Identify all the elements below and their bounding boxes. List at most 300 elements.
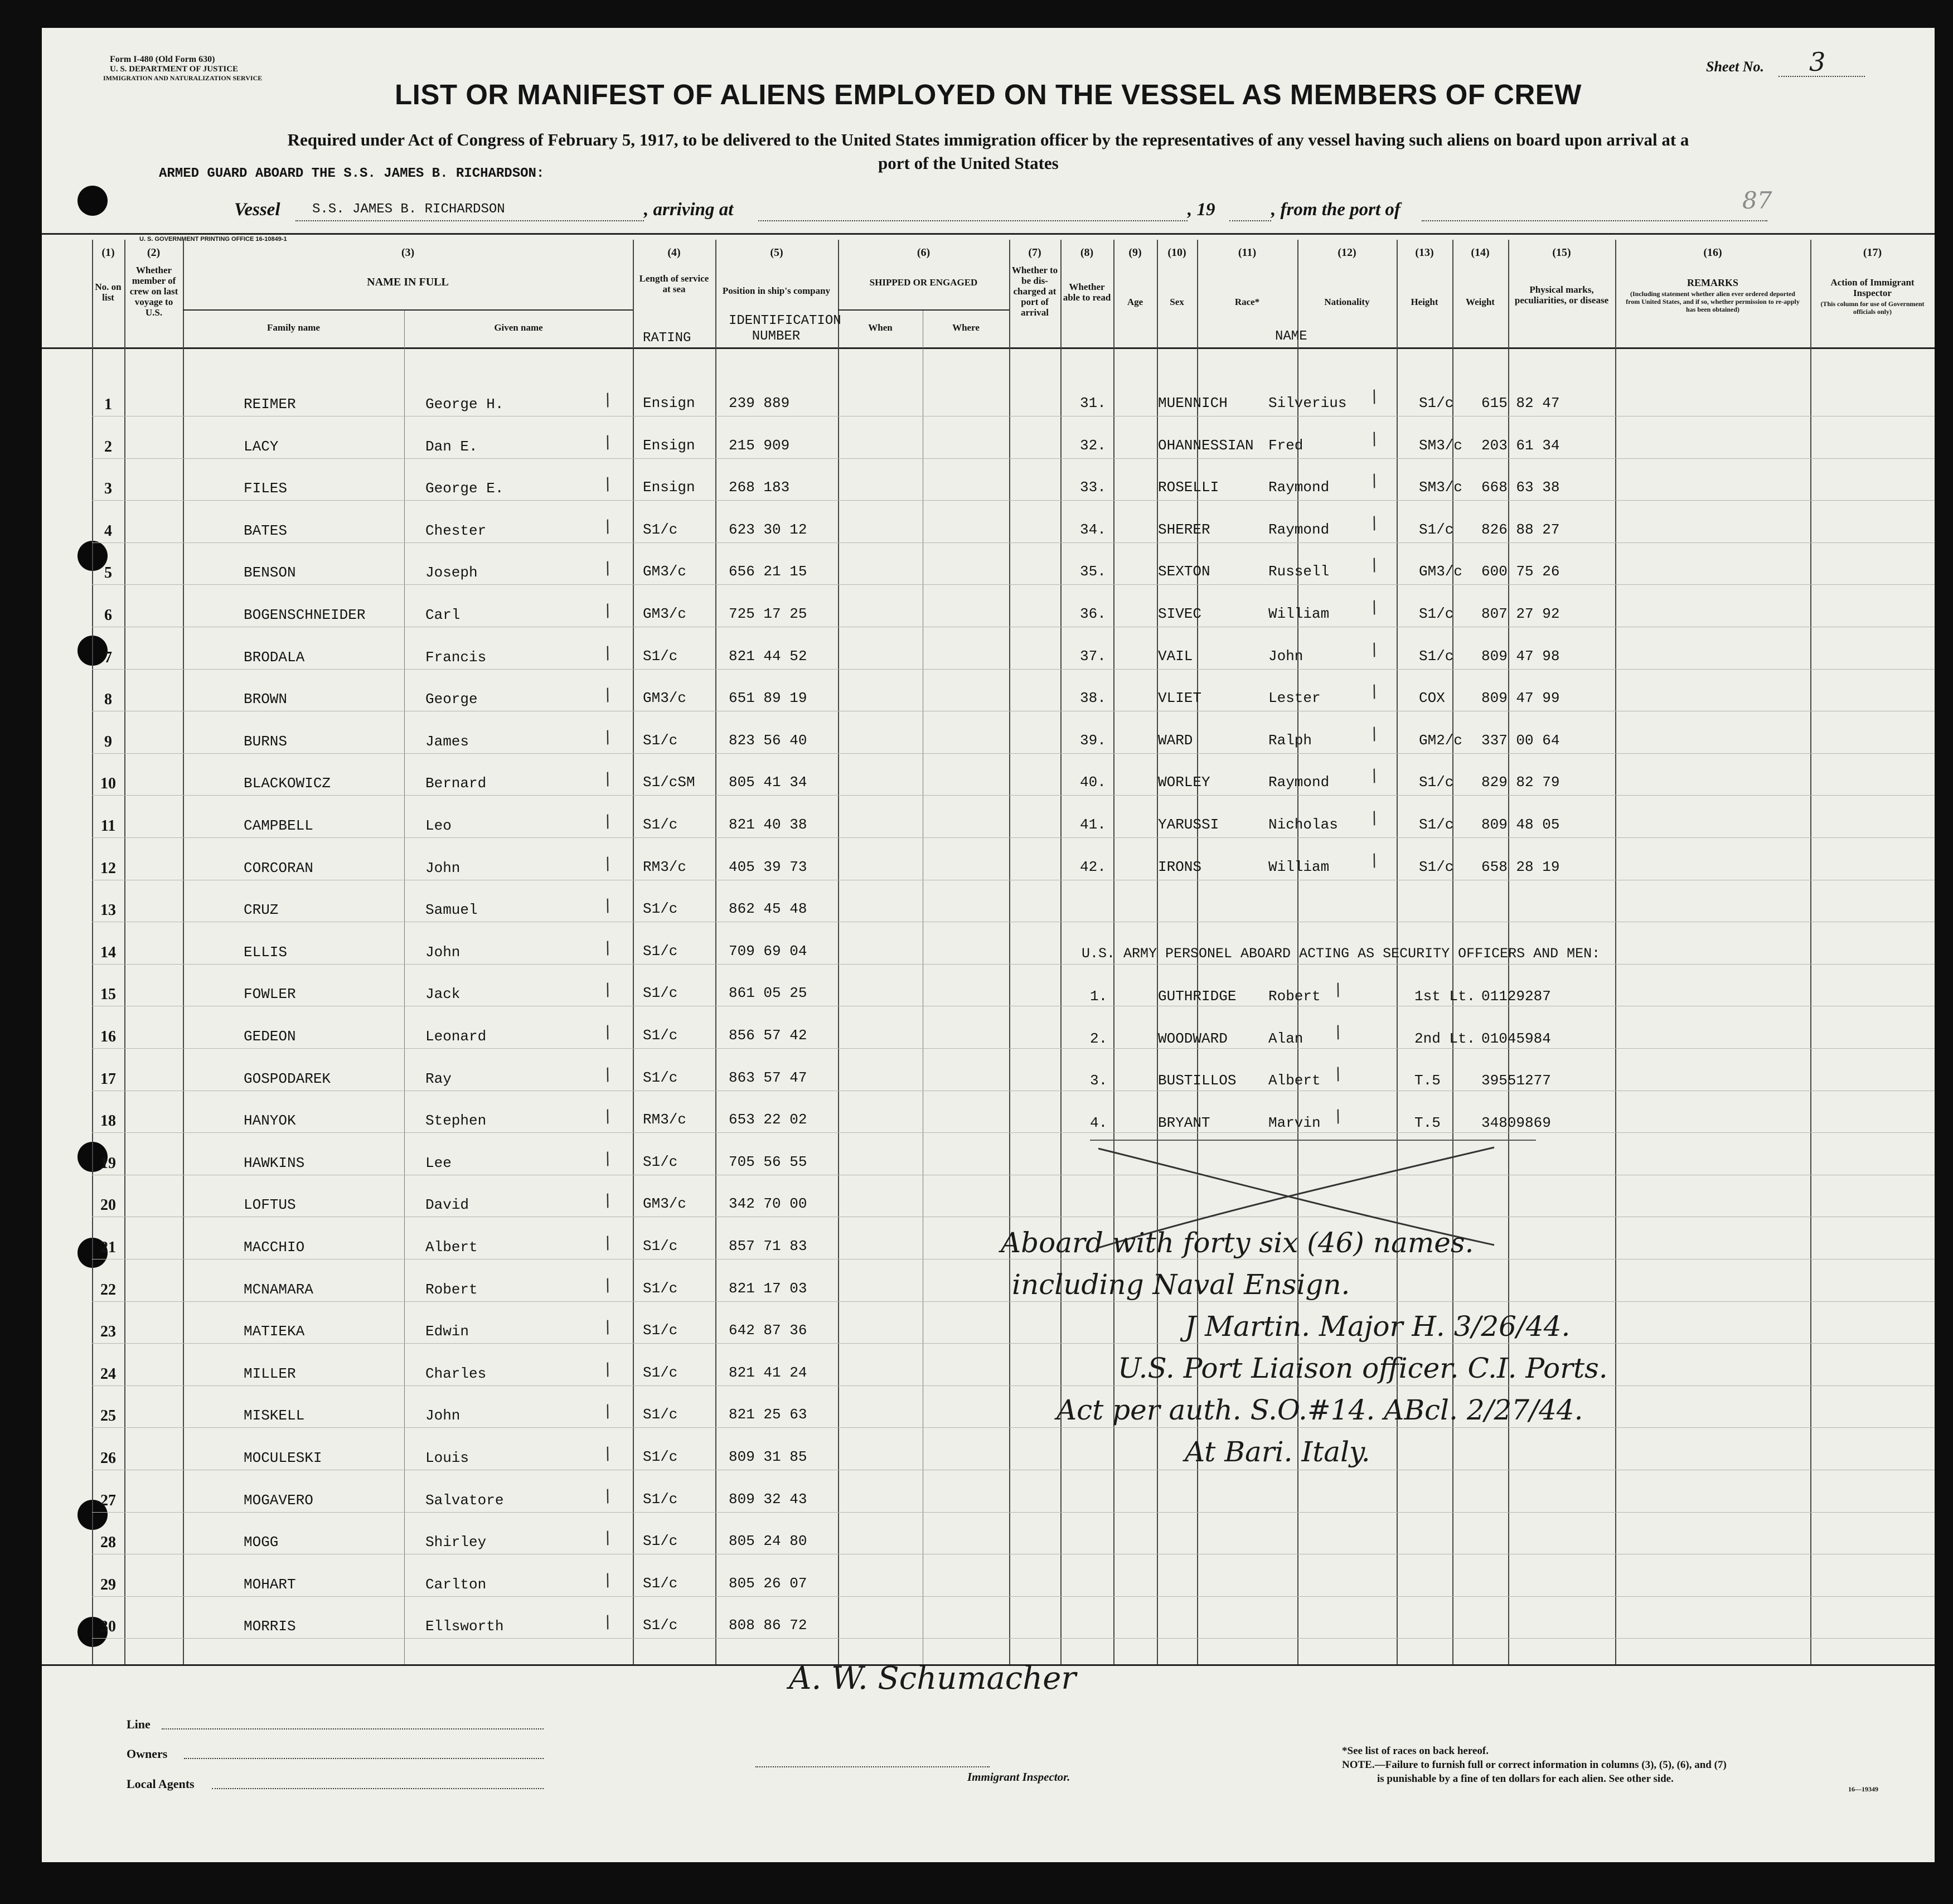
check-mark: ∕	[602, 558, 614, 579]
handwritten-note-line-5: Act per auth. S.O.#14. ABcl. 2/27/44.	[1057, 1394, 1583, 1426]
check-mark: ∕	[602, 600, 614, 621]
id-number: 268 183	[729, 479, 790, 496]
check-mark: ∕	[602, 1528, 614, 1548]
footer-owners-underline	[184, 1758, 544, 1759]
check-mark: ∕	[1368, 471, 1380, 491]
rating: RM3/c	[643, 859, 687, 875]
page-title: LIST OR MANIFEST OF ALIENS EMPLOYED ON THE VESSEL AS MEMBERS OF CREW	[395, 79, 1582, 110]
footer-agents-underline	[212, 1788, 544, 1789]
col-num-4: (4)	[667, 246, 681, 259]
row-number: 41.	[1080, 816, 1106, 833]
rating: S1/c	[1419, 605, 1454, 622]
col-num-11: (11)	[1238, 246, 1257, 259]
col-num-6: (6)	[917, 246, 931, 259]
id-number: 709 69 04	[729, 943, 807, 960]
row-number: 27	[100, 1492, 116, 1509]
col-head-1: No. on list	[95, 282, 122, 303]
rating: S1/c	[643, 1322, 678, 1339]
id-number: 821 17 03	[729, 1280, 807, 1297]
serial-number: 39551277	[1481, 1072, 1551, 1089]
family-name: CRUZ	[244, 902, 279, 918]
rating: S1/c	[643, 1575, 678, 1592]
family-name: FOWLER	[244, 986, 296, 1002]
family-name: GEDEON	[244, 1028, 296, 1045]
check-mark: ∕	[602, 474, 614, 495]
serial-number: 34809869	[1481, 1115, 1551, 1131]
rating: Ensign	[643, 395, 695, 411]
footer-agents-label: Local Agents	[127, 1777, 195, 1791]
family-name: BRODALA	[244, 649, 305, 666]
given-name: Ray	[425, 1070, 452, 1087]
given-name: Robert	[1268, 988, 1321, 1005]
check-mark: ∕	[602, 1486, 614, 1506]
row-rule	[92, 1638, 1935, 1639]
rating: S1/c	[643, 732, 678, 749]
given-name: Carl	[425, 607, 461, 623]
id-number: 809 48 05	[1481, 816, 1560, 833]
col-head-4: Length of service at sea	[639, 273, 709, 294]
id-number: 725 17 25	[729, 605, 807, 622]
check-mark: ∕	[602, 516, 614, 537]
id-number: 856 57 42	[729, 1027, 807, 1044]
rating: Ensign	[643, 437, 695, 454]
rating: S1/c	[643, 1617, 678, 1634]
given-name: Samuel	[425, 902, 478, 918]
row-number: 19	[100, 1155, 116, 1172]
id-number: 337 00 64	[1481, 732, 1560, 749]
serial-number: 01045984	[1481, 1030, 1551, 1047]
family-name: MCNAMARA	[244, 1281, 313, 1298]
races-note: *See list of races on back hereof.	[1342, 1745, 1489, 1757]
check-mark: ∕	[1368, 429, 1380, 449]
check-mark: ∕	[1368, 681, 1380, 702]
col-head-3-family: Family name	[267, 322, 320, 333]
row-rule	[92, 1512, 1935, 1513]
given-name: Russell	[1268, 563, 1330, 580]
id-number: 658 28 19	[1481, 859, 1560, 875]
row-rule	[92, 837, 1935, 838]
family-name: GOSPODAREK	[244, 1070, 331, 1087]
corner-note: 87	[1742, 187, 1772, 214]
check-mark: ∕	[602, 727, 614, 748]
check-mark: ∕	[602, 1233, 614, 1253]
service-name: IMMIGRATION AND NATURALIZATION SERVICE	[103, 74, 263, 82]
rating: S1/c	[643, 1448, 678, 1465]
id-number: 239 889	[729, 395, 790, 411]
given-name: William	[1268, 859, 1330, 875]
check-mark: ∕	[602, 1317, 614, 1338]
id-number: 857 71 83	[729, 1238, 807, 1254]
row-number: 23	[100, 1323, 116, 1340]
family-name: LACY	[244, 438, 279, 455]
given-name: Joseph	[425, 564, 478, 581]
family-name: REIMER	[244, 396, 296, 413]
department-name: U. S. DEPARTMENT OF JUSTICE	[110, 65, 239, 74]
check-mark: ∕	[602, 643, 614, 663]
rating: S1/c	[643, 943, 678, 960]
check-mark: ∕	[602, 769, 614, 789]
rating: S1/c	[643, 1027, 678, 1044]
id-number: 807 27 92	[1481, 605, 1560, 622]
given-name: Raymond	[1268, 521, 1330, 538]
given-name: Silverius	[1268, 395, 1347, 411]
given-name: Leonard	[425, 1028, 487, 1045]
column-rule	[1810, 240, 1811, 1664]
shipped-subrule	[838, 309, 1009, 311]
id-number: 863 57 47	[729, 1069, 807, 1086]
rating: COX	[1419, 690, 1445, 706]
family-name: MILLER	[244, 1365, 296, 1382]
col-head-7: Whether to be dis-charged at port of arrival	[1011, 265, 1058, 318]
row-rule	[92, 1343, 1935, 1344]
id-number: 642 87 36	[729, 1322, 807, 1339]
column-rule	[633, 240, 634, 1664]
col-head-6-when: When	[868, 322, 893, 333]
given-name: Francis	[425, 649, 487, 666]
given-name: George H.	[425, 396, 504, 413]
id-number: 656 21 15	[729, 563, 807, 580]
col-head-6-where: Where	[952, 322, 980, 333]
col-head-6: SHIPPED OR ENGAGED	[869, 277, 978, 288]
col-head-13: Height	[1411, 297, 1438, 307]
row-number: 15	[100, 986, 116, 1003]
id-number: 809 32 43	[729, 1491, 807, 1508]
col-head-9: Age	[1127, 297, 1143, 307]
row-rule	[92, 584, 1935, 585]
id-number: 821 41 24	[729, 1364, 807, 1381]
col-num-3: (3)	[401, 246, 415, 259]
rating: S1/c	[643, 1280, 678, 1297]
punch-hole	[77, 186, 108, 216]
rating: S1/c	[643, 1491, 678, 1508]
vessel-name: S.S. JAMES B. RICHARDSON	[312, 202, 505, 217]
family-name: MATIEKA	[244, 1323, 305, 1340]
col-num-1: (1)	[101, 246, 115, 259]
row-number: 16	[100, 1028, 116, 1045]
row-rule	[92, 500, 1935, 501]
given-name: Ellsworth	[425, 1618, 504, 1635]
family-name: BATES	[244, 522, 288, 539]
row-number: 40.	[1080, 774, 1106, 791]
col-num-9: (9)	[1128, 246, 1142, 259]
given-name: Edwin	[425, 1323, 469, 1340]
col-num-2: (2)	[147, 246, 161, 259]
row-rule	[92, 542, 1935, 543]
given-name: Lee	[425, 1155, 452, 1171]
id-number: 651 89 19	[729, 690, 807, 706]
given-name: Marvin	[1268, 1115, 1321, 1131]
given-name: Jack	[425, 986, 461, 1002]
col-num-8: (8)	[1080, 246, 1094, 259]
column-rule	[1615, 240, 1616, 1664]
given-name: Charles	[425, 1365, 487, 1382]
row-rule	[92, 795, 1935, 796]
typed-name-header: NAME	[1275, 329, 1307, 344]
check-mark: ∕	[602, 1106, 614, 1127]
id-number: 821 44 52	[729, 648, 807, 665]
id-number: 623 30 12	[729, 521, 807, 538]
check-mark: ∕	[602, 1401, 614, 1422]
family-name: GUTHRIDGE	[1158, 988, 1237, 1005]
row-number: 5	[104, 564, 112, 582]
col-head-3-given: Given name	[494, 322, 543, 333]
family-name: VLIET	[1158, 690, 1202, 706]
col-head-8: Whether able to read	[1063, 282, 1111, 303]
family-name: MOGAVERO	[244, 1492, 313, 1509]
check-mark: ∕	[602, 938, 614, 958]
check-mark: ∕	[602, 1359, 614, 1380]
rating: S1/c	[1419, 521, 1454, 538]
row-number: 7	[104, 649, 112, 666]
name-subrule	[183, 309, 633, 311]
subtitle-line-2: port of the United States	[878, 153, 1059, 173]
col-head-5: Position in ship's company	[722, 285, 831, 296]
rating: S1/c	[1419, 648, 1454, 665]
family-name: LOFTUS	[244, 1196, 296, 1213]
col-head-5-idnumber: IDENTIFICATION NUMBER	[729, 313, 841, 344]
given-name: Robert	[425, 1281, 478, 1298]
given-name: Louis	[425, 1450, 469, 1466]
handwritten-note-line-4: U.S. Port Liaison officer. C.I. Ports.	[1118, 1352, 1608, 1384]
row-number: 1	[104, 396, 112, 413]
check-mark: ∕	[602, 811, 614, 832]
row-rule	[92, 458, 1935, 459]
row-rule	[92, 1301, 1935, 1302]
family-name: HANYOK	[244, 1112, 296, 1129]
inspector-underline	[755, 1766, 990, 1767]
row-number: 39.	[1080, 732, 1106, 749]
col-head-3: NAME IN FULL	[367, 276, 449, 288]
check-mark: ∕	[602, 390, 614, 410]
row-number: 21	[100, 1239, 116, 1256]
arriving-label: , arriving at	[644, 200, 734, 220]
column-rule	[183, 240, 184, 1664]
rating: GM3/c	[643, 605, 687, 622]
row-number: 38.	[1080, 690, 1106, 706]
sheet-number: 3	[1809, 47, 1826, 77]
col-head-17-note: (This column for use of Government officials only)	[1820, 300, 1925, 316]
given-name: Albert	[425, 1239, 478, 1256]
rating: S1/c	[643, 1533, 678, 1549]
form-number: Form I-480 (Old Form 630)	[110, 55, 215, 64]
row-number: 29	[100, 1576, 116, 1593]
manifest-sheet	[42, 28, 1935, 1862]
row-number: 4.	[1090, 1115, 1108, 1131]
check-mark: ∕	[1368, 639, 1380, 660]
id-number: 821 40 38	[729, 816, 807, 833]
given-name: Raymond	[1268, 479, 1330, 496]
footer-owners-label: Owners	[127, 1747, 168, 1761]
family-name: SHERER	[1158, 521, 1210, 538]
given-name: Bernard	[425, 775, 487, 792]
id-number: 705 56 55	[729, 1154, 807, 1170]
family-name: CAMPBELL	[244, 817, 313, 834]
vessel-underline	[295, 220, 644, 221]
col-head-15: Physical marks, peculiarities, or disease	[1514, 284, 1609, 306]
rating: S1/c	[643, 1406, 678, 1423]
given-name: Alan	[1268, 1030, 1303, 1047]
row-number: 31.	[1080, 395, 1106, 411]
row-number: 18	[100, 1112, 116, 1130]
note-line-2: is punishable by a fine of ten dollars for each alien. See other side.	[1377, 1773, 1674, 1785]
rating: S1/c	[643, 521, 678, 538]
family-name: WORLEY	[1158, 774, 1210, 791]
column-rule	[404, 309, 405, 1664]
table-top-rule	[42, 233, 1935, 235]
row-number: 42.	[1080, 859, 1106, 875]
check-mark: ∕	[602, 895, 614, 916]
rating: S1/c	[643, 816, 678, 833]
rating: S1/c	[1419, 816, 1454, 833]
vessel-label: Vessel	[234, 200, 280, 220]
rating: S1/c	[643, 648, 678, 665]
given-name: Nicholas	[1268, 816, 1338, 833]
id-number: 809 47 99	[1481, 690, 1560, 706]
form-code: 16—19349	[1848, 1785, 1878, 1793]
rank: T.5	[1414, 1115, 1441, 1131]
given-name: Shirley	[425, 1534, 487, 1551]
header-bottom-rule	[42, 347, 1935, 349]
note-line-1: NOTE.—Failure to furnish full or correct information in columns (3), (5), (6), and (7)	[1342, 1759, 1727, 1771]
col-head-2: Whether member of crew on last voyage to U.S.	[129, 265, 178, 318]
row-number: 8	[104, 691, 112, 708]
row-number: 12	[100, 860, 116, 877]
id-number: 653 22 02	[729, 1111, 807, 1128]
row-number: 17	[100, 1070, 116, 1088]
id-number: 821 25 63	[729, 1406, 807, 1423]
id-number: 342 70 00	[729, 1195, 807, 1212]
handwritten-note-line-2: including Naval Ensign.	[1012, 1268, 1350, 1301]
row-number: 22	[100, 1281, 116, 1299]
check-mark: ∕	[1368, 597, 1380, 618]
footer-line-underline	[162, 1728, 544, 1729]
row-rule	[92, 1596, 1935, 1597]
id-number: 615 82 47	[1481, 395, 1560, 411]
given-name: Raymond	[1268, 774, 1330, 791]
given-name: John	[425, 860, 461, 876]
row-rule	[92, 1427, 1935, 1428]
check-mark: ∕	[1368, 808, 1380, 829]
rating: GM2/c	[1419, 732, 1463, 749]
family-name: WOODWARD	[1158, 1030, 1228, 1047]
check-mark: ∕	[1368, 766, 1380, 786]
col-num-10: (10)	[1167, 246, 1186, 259]
family-name: BLACKOWICZ	[244, 775, 331, 792]
family-name: IRONS	[1158, 859, 1202, 875]
army-heading: U.S. ARMY PERSONEL ABOARD ACTING AS SECURITY OFFICERS AND MEN:	[1082, 946, 1601, 962]
row-number: 24	[100, 1365, 116, 1383]
arriving-underline	[758, 220, 1188, 221]
rating: RM3/c	[643, 1111, 687, 1128]
year-underline	[1229, 220, 1271, 221]
typed-header: ARMED GUARD ABOARD THE S.S. JAMES B. RICHARDSON:	[159, 166, 545, 181]
family-name: SIVEC	[1158, 605, 1202, 622]
given-name: Chester	[425, 522, 487, 539]
row-rule	[92, 753, 1935, 754]
family-name: MOCULESKI	[244, 1450, 322, 1466]
row-number: 3	[104, 480, 112, 497]
rating: GM3/c	[643, 563, 687, 580]
rank: 1st Lt.	[1414, 988, 1476, 1005]
id-number: 600 75 26	[1481, 563, 1560, 580]
family-name: MORRIS	[244, 1618, 296, 1635]
col-head-12: Nationality	[1324, 297, 1370, 307]
row-number: 1.	[1090, 988, 1108, 1005]
given-name: David	[425, 1196, 469, 1213]
family-name: YARUSSI	[1158, 816, 1219, 833]
rating: S1/c	[1419, 774, 1454, 791]
family-name: MOHART	[244, 1576, 296, 1593]
col-num-5: (5)	[770, 246, 783, 259]
col-num-14: (14)	[1471, 246, 1490, 259]
given-name: William	[1268, 605, 1330, 622]
rating: S1/c	[643, 1154, 678, 1170]
row-rule	[92, 1132, 1935, 1133]
family-name: MISKELL	[244, 1407, 305, 1424]
family-name: BENSON	[244, 564, 296, 581]
given-name: Albert	[1268, 1072, 1321, 1089]
column-rule	[1060, 240, 1062, 1664]
family-name: BOGENSCHNEIDER	[244, 607, 366, 623]
check-mark: ∕	[1368, 555, 1380, 575]
port-underline	[1422, 220, 1767, 221]
id-number: 805 41 34	[729, 774, 807, 791]
given-name: John	[425, 1407, 461, 1424]
family-name: BUSTILLOS	[1158, 1072, 1237, 1089]
row-number: 26	[100, 1450, 116, 1467]
id-number: 215 909	[729, 437, 790, 454]
id-number: 668 63 38	[1481, 479, 1560, 496]
family-name: FILES	[244, 480, 288, 497]
family-name: VAIL	[1158, 648, 1193, 665]
inspector-label: Immigrant Inspector.	[967, 1770, 1070, 1784]
check-mark: ∕	[1368, 386, 1380, 407]
rating: GM3/c	[643, 1195, 687, 1212]
rating: S1/c	[1419, 395, 1454, 411]
check-mark: ∕	[602, 980, 614, 1000]
check-mark: ∕	[1332, 1022, 1344, 1043]
row-number: 25	[100, 1407, 116, 1425]
rank: 2nd Lt.	[1414, 1030, 1476, 1047]
footer-line-label: Line	[127, 1717, 151, 1731]
army-table-rule	[1090, 1140, 1536, 1141]
check-mark: ∕	[602, 1064, 614, 1085]
handwritten-note-line-1: Aboard with forty six (46) names.	[1001, 1227, 1474, 1259]
id-number: 203 61 34	[1481, 437, 1560, 454]
given-name: John	[425, 944, 461, 961]
serial-number: 01129287	[1481, 988, 1551, 1005]
col-head-11: Race*	[1234, 297, 1260, 307]
signature: A. W. Schumacher	[789, 1660, 1077, 1697]
row-number: 6	[104, 607, 112, 624]
rating: S1/c	[643, 1238, 678, 1254]
col-num-12: (12)	[1337, 246, 1356, 259]
col-head-16-note: (Including statement whether alien ever ordered deported from United States, and if so, whether permission to re-apply has been obtained)	[1626, 290, 1800, 313]
handwritten-note-line-3: J Martin. Major H. 3/26/44.	[1185, 1310, 1571, 1343]
rating: SM3/c	[1419, 479, 1463, 496]
check-mark: ∕	[1332, 1106, 1344, 1127]
handwritten-note-line-6: At Bari. Italy.	[1185, 1436, 1370, 1468]
row-number: 9	[104, 733, 112, 750]
check-mark: ∕	[1368, 724, 1380, 744]
row-number: 2	[104, 438, 112, 456]
id-number: 808 86 72	[729, 1617, 807, 1634]
given-name: Leo	[425, 817, 452, 834]
given-name: Carlton	[425, 1576, 487, 1593]
column-rule	[124, 240, 125, 1664]
row-number: 35.	[1080, 563, 1106, 580]
family-name: ROSELLI	[1158, 479, 1219, 496]
